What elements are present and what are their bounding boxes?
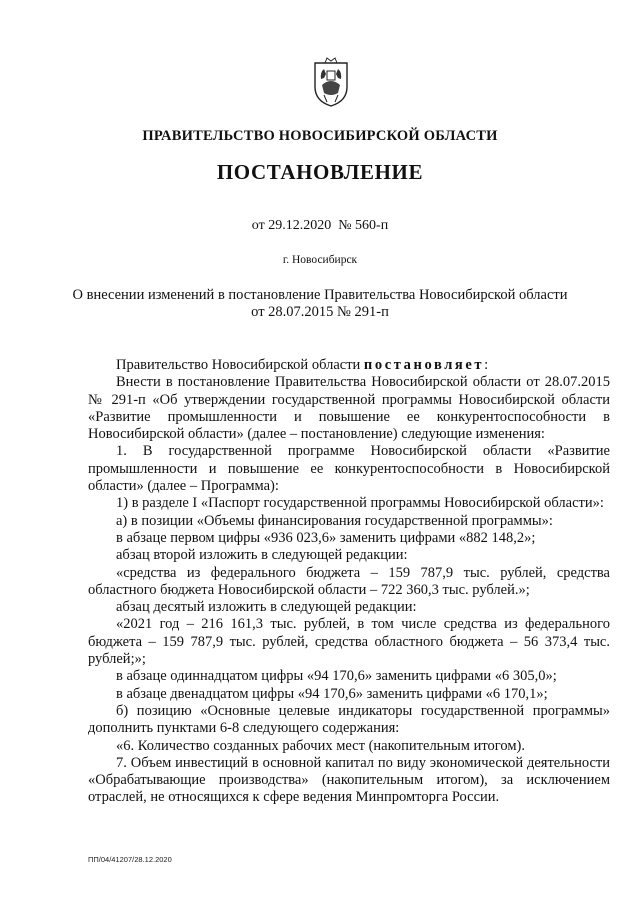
- date-number-line: [0, 218, 640, 234]
- body-paragraph: в абзаце двенадцатом цифры «94 170,6» заменить цифрами «6 170,1»;: [116, 685, 548, 702]
- document-type-title: ПОСТАНОВЛЕНИЕ: [216, 160, 424, 184]
- organization-title: ПРАВИТЕЛЬСТВО НОВОСИБИРСКОЙ ОБЛАСТИ: [142, 128, 498, 144]
- coat-of-arms-emblem: [312, 57, 350, 107]
- subject-line-2: от 28.07.2015 № 291-п: [251, 304, 389, 320]
- body-paragraph: «2021 год – 216 161,3 тыс. рублей, в том числе средства из федерального бюджета – 159 787,9 тыс. рублей, средства областного бюджета – 56 373,4 тыс. рублей;»;: [88, 616, 610, 668]
- intro-colon: :: [484, 357, 489, 373]
- body-paragraph: а) в позиции «Объемы финансирования государственной программы»:: [116, 512, 553, 529]
- body-paragraph: б) позицию «Основные целевые индикаторы государственной программы» дополнить пунктами 6-8 следующего содержания:: [88, 702, 610, 737]
- body-paragraph: «6. Количество созданных рабочих мест (накопительным итогом).: [116, 737, 525, 754]
- document-body: [88, 357, 610, 807]
- body-paragraph: «средства из федерального бюджета – 159 787,9 тыс. рублей, средства областного бюджета Новосибирской области – 722 360,3 тыс. рублей.»;: [88, 564, 610, 598]
- intro-text: Правительство Новосибирской области: [116, 357, 361, 373]
- date-prefix: от: [251, 218, 265, 233]
- body-paragraph: 1. В государственной программе Новосибирской области «Развитие промышленности и повышение ее конкурентоспособности в Новосибирской области» (далее – Программа):: [88, 443, 610, 495]
- document-subject: [0, 287, 640, 321]
- body-paragraph: абзац десятый изложить в следующей редакции:: [116, 599, 417, 616]
- intro-paragraph: [88, 357, 610, 374]
- subject-line-1: О внесении изменений в постановление Правительства Новосибирской области: [72, 287, 568, 303]
- document-footer-code: ПП/04/41207/28.12.2020: [88, 855, 172, 864]
- body-paragraph: 1) в разделе I «Паспорт государственной программы Новосибирской области»:: [116, 495, 604, 512]
- city-line: г. Новосибирск: [282, 254, 358, 266]
- body-paragraph: в абзаце одиннадцатом цифры «94 170,6» заменить цифрами «6 305,0»;: [116, 668, 557, 685]
- body-paragraph: в абзаце первом цифры «936 023,6» заменить цифрами «882 148,2»;: [116, 529, 536, 546]
- document-number: № 560-п: [338, 218, 389, 233]
- body-paragraph: абзац второй изложить в следующей редакции:: [116, 547, 408, 564]
- body-paragraph: 7. Объем инвестиций в основной капитал по виду экономической деятельности «Обрабатывающие производства» (накопительным итогом), за исключением отраслей, не относящихся к сфере ведения Минпромторга России.: [88, 754, 610, 806]
- intro-verb: постановляет: [363, 357, 485, 373]
- body-paragraph: Внести в постановление Правительства Новосибирской области от 28.07.2015 № 291-п «Об утверждении государственной программы Новосибирской области «Развитие промышленности и повышение ее конкурентоспособности в Новосибирской области» (далее – постановление) следующие изменения:: [88, 374, 610, 443]
- document-date: 29.12.2020: [268, 218, 332, 233]
